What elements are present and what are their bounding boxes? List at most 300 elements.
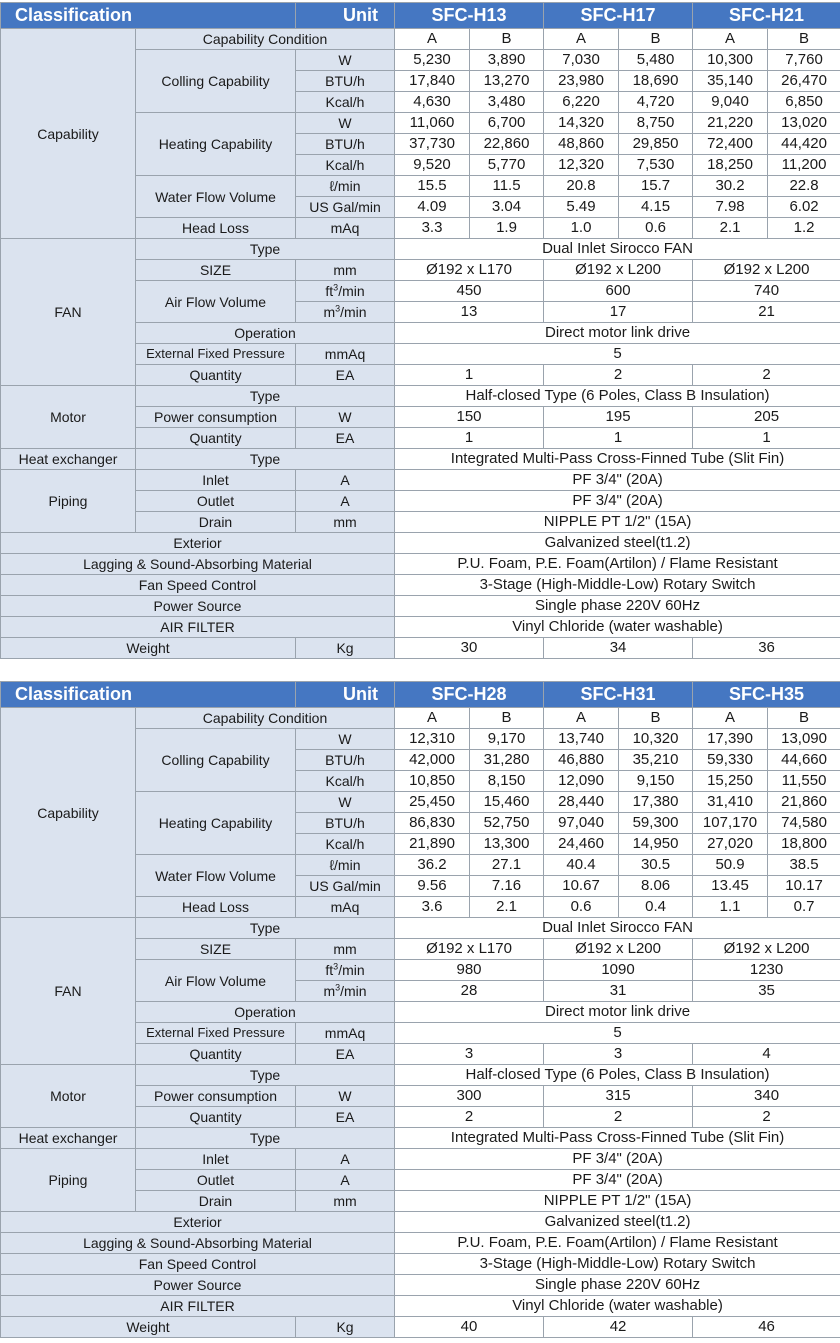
exterior-value: Galvanized steel(t1.2) [395,533,840,554]
value-cell: 28 [395,981,544,1002]
quantity-label: Quantity [136,1044,296,1065]
spec-sheet-top [0,2,840,659]
value-cell: 0.4 [619,897,693,918]
weight-label: Weight [1,638,296,659]
value-cell: 0.6 [544,897,619,918]
power-source-row [1,596,840,617]
piping-inlet-row [1,470,840,491]
value-cell: 37,730 [395,134,470,155]
unit-cell: W [296,792,395,813]
power-source-row [1,1275,840,1296]
inlet-label: Inlet [136,470,296,491]
value-cell: 10,300 [693,50,768,71]
piping-group-label: Piping [1,470,136,533]
outlet-label: Outlet [136,1170,296,1191]
value-cell: 28,440 [544,792,619,813]
value-cell: 44,660 [768,750,840,771]
unit-cell: Kcal/h [296,771,395,792]
fan-type-value: Dual Inlet Sirocco FAN [395,239,840,260]
value-cell: 1090 [544,960,693,981]
lagging-value: P.U. Foam, P.E. Foam(Artilon) / Flame Resistant [395,554,840,575]
value-cell: 21 [693,302,840,323]
value-cell: 11,060 [395,113,470,134]
value-cell: 12,310 [395,729,470,750]
motor-type-label: Type [136,386,395,407]
weight-label: Weight [1,1317,296,1338]
value-cell: 34 [544,638,693,659]
air-filter-label: AIR FILTER [1,1296,395,1317]
operation-label: Operation [136,1002,395,1023]
heating-capability-label: Heating Capability [136,113,296,176]
unit-cell: mmAq [296,344,395,365]
value-cell: 6,220 [544,92,619,113]
value-cell: 27.1 [470,855,544,876]
unit-cell: Kcal/h [296,92,395,113]
value-cell: 15,250 [693,771,768,792]
size-label: SIZE [136,939,296,960]
value-cell: 46 [693,1317,840,1338]
value-cell: 4 [693,1044,840,1065]
unit-cell: mm [296,260,395,281]
heat-exchanger-label: Heat exchanger [1,449,136,470]
fan-speed-label: Fan Speed Control [1,1254,395,1275]
quantity-label: Quantity [136,1107,296,1128]
condition-a: A [544,708,619,729]
value-cell: 13,020 [768,113,840,134]
outlet-value: PF 3/4" (20A) [395,491,840,512]
drain-value: NIPPLE PT 1/2" (15A) [395,1191,840,1212]
lagging-row [1,554,840,575]
value-cell: 35 [693,981,840,1002]
inlet-label: Inlet [136,1149,296,1170]
value-cell: 18,800 [768,834,840,855]
fan-type-row [1,239,840,260]
heat-exchanger-type-label: Type [136,449,395,470]
value-cell: 13.45 [693,876,768,897]
model-header: SFC-H35 [693,682,840,708]
value-cell: 50.9 [693,855,768,876]
unit-cell: BTU/h [296,71,395,92]
value-cell: 13 [395,302,544,323]
lagging-label: Lagging & Sound-Absorbing Material [1,1233,395,1254]
exterior-label: Exterior [1,533,395,554]
external-pressure-label: External Fixed Pressure [136,344,296,365]
spec-sheet-bottom [0,681,840,1338]
value-cell: 205 [693,407,840,428]
model-header: SFC-H17 [544,3,693,29]
unit-cell: mm [296,512,395,533]
value-cell: 1 [395,428,544,449]
value-cell: 31,410 [693,792,768,813]
air-filter-row [1,617,840,638]
header-row [1,682,840,708]
value-cell: 2.1 [470,897,544,918]
external-pressure-value: 5 [395,1023,840,1044]
value-cell: 2.1 [693,218,768,239]
operation-label: Operation [136,323,395,344]
value-cell: 3.6 [395,897,470,918]
value-cell: 21,890 [395,834,470,855]
value-cell: 13,270 [470,71,544,92]
value-cell: 4.15 [619,197,693,218]
unit-cell: $m^3/\min$ [296,302,395,323]
condition-b: B [619,29,693,50]
external-pressure-value: 5 [395,344,840,365]
value-cell: 11,200 [768,155,840,176]
model-header: SFC-H13 [395,3,544,29]
value-cell: 340 [693,1086,840,1107]
value-cell: 150 [395,407,544,428]
unit-header: Unit [296,682,395,708]
spec-table [0,2,840,659]
fan-group-label: FAN [1,239,136,386]
unit-cell: mmAq [296,1023,395,1044]
value-cell: 7,760 [768,50,840,71]
value-cell: 3 [544,1044,693,1065]
value-cell: 17,390 [693,729,768,750]
unit-cell: Kcal/h [296,155,395,176]
fan-type-label: Type [136,239,395,260]
fan-speed-row [1,1254,840,1275]
exterior-row [1,533,840,554]
cooling-capability-label: Colling Capability [136,729,296,792]
value-cell: 7.98 [693,197,768,218]
value-cell: 10,320 [619,729,693,750]
value-cell: 4,630 [395,92,470,113]
value-cell: 30.5 [619,855,693,876]
lagging-row [1,1233,840,1254]
value-cell: 3.3 [395,218,470,239]
power-source-label: Power Source [1,1275,395,1296]
value-cell: 1230 [693,960,840,981]
fan-speed-label: Fan Speed Control [1,575,395,596]
value-cell: 17 [544,302,693,323]
heat-exchanger-row [1,449,840,470]
value-cell: 6,700 [470,113,544,134]
condition-b: B [470,29,544,50]
value-cell: 72,400 [693,134,768,155]
unit-cell: EA [296,428,395,449]
motor-group-label: Motor [1,1065,136,1128]
value-cell: 21,220 [693,113,768,134]
spec-table [0,681,840,1338]
value-cell: 13,740 [544,729,619,750]
value-cell: 14,950 [619,834,693,855]
head-loss-label: Head Loss [136,218,296,239]
outlet-value: PF 3/4" (20A) [395,1170,840,1191]
value-cell: 22.8 [768,176,840,197]
air-filter-value: Vinyl Chloride (water washable) [395,1296,840,1317]
value-cell: 7,030 [544,50,619,71]
heat-exchanger-label: Heat exchanger [1,1128,136,1149]
power-consumption-label: Power consumption [136,1086,296,1107]
value-cell: 15.7 [619,176,693,197]
fan-group-label: FAN [1,918,136,1065]
value-cell: 195 [544,407,693,428]
water-flow-label: Water Flow Volume [136,176,296,218]
value-cell: 46,880 [544,750,619,771]
exterior-value: Galvanized steel(t1.2) [395,1212,840,1233]
air-filter-value: Vinyl Chloride (water washable) [395,617,840,638]
value-cell: 97,040 [544,813,619,834]
unit-cell: Kcal/h [296,834,395,855]
value-cell: Ø192 x L200 [544,260,693,281]
value-cell: 52,750 [470,813,544,834]
value-cell: Ø192 x L200 [693,260,840,281]
value-cell: 29,850 [619,134,693,155]
motor-type-row [1,1065,840,1086]
value-cell: 3.04 [470,197,544,218]
value-cell: 36 [693,638,840,659]
value-cell: 2 [693,1107,840,1128]
value-cell: 13,090 [768,729,840,750]
value-cell: 10.17 [768,876,840,897]
value-cell: 2 [544,1107,693,1128]
value-cell: 5,230 [395,50,470,71]
unit-cell: mAq [296,897,395,918]
heat-exchanger-type-label: Type [136,1128,395,1149]
value-cell: 40 [395,1317,544,1338]
value-cell: 15.5 [395,176,470,197]
value-cell: 8,150 [470,771,544,792]
value-cell: 1 [693,428,840,449]
value-cell: 12,320 [544,155,619,176]
fan-speed-row [1,575,840,596]
unit-cell: US Gal/min [296,197,395,218]
value-cell: 6.02 [768,197,840,218]
unit-cell: W [296,407,395,428]
value-cell: 23,980 [544,71,619,92]
capability-condition-label: Capability Condition [136,29,395,50]
value-cell: 10.67 [544,876,619,897]
value-cell: 980 [395,960,544,981]
value-cell: 18,690 [619,71,693,92]
value-cell: 107,170 [693,813,768,834]
condition-b: B [470,708,544,729]
head-loss-label: Head Loss [136,897,296,918]
condition-a: A [693,29,768,50]
value-cell: 9,040 [693,92,768,113]
fan-type-row [1,918,840,939]
value-cell: 86,830 [395,813,470,834]
value-cell: 59,330 [693,750,768,771]
value-cell: 59,300 [619,813,693,834]
value-cell: 38.5 [768,855,840,876]
inlet-value: PF 3/4" (20A) [395,1149,840,1170]
unit-cell: Kg [296,1317,395,1338]
unit-cell: EA [296,1044,395,1065]
model-header: SFC-H28 [395,682,544,708]
value-cell: 35,210 [619,750,693,771]
exterior-label: Exterior [1,1212,395,1233]
outlet-label: Outlet [136,491,296,512]
value-cell: 25,450 [395,792,470,813]
power-source-value: Single phase 220V 60Hz [395,596,840,617]
value-cell: Ø192 x L200 [544,939,693,960]
value-cell: 17,380 [619,792,693,813]
value-cell: 1.2 [768,218,840,239]
lagging-value: P.U. Foam, P.E. Foam(Artilon) / Flame Resistant [395,1233,840,1254]
unit-cell: W [296,729,395,750]
value-cell: 4.09 [395,197,470,218]
condition-a: A [395,708,470,729]
motor-type-label: Type [136,1065,395,1086]
value-cell: 9,170 [470,729,544,750]
value-cell: 35,140 [693,71,768,92]
model-header: SFC-H21 [693,3,840,29]
cooling-capability-label: Colling Capability [136,50,296,113]
model-header: SFC-H31 [544,682,693,708]
value-cell: 21,860 [768,792,840,813]
weight-row [1,638,840,659]
value-cell: 36.2 [395,855,470,876]
unit-header: Unit [296,3,395,29]
inlet-value: PF 3/4" (20A) [395,470,840,491]
value-cell: 26,470 [768,71,840,92]
value-cell: 31 [544,981,693,1002]
value-cell: 9,520 [395,155,470,176]
water-flow-label: Water Flow Volume [136,855,296,897]
value-cell: 300 [395,1086,544,1107]
unit-cell: W [296,113,395,134]
value-cell: 48,860 [544,134,619,155]
unit-cell: A [296,1149,395,1170]
value-cell: 30 [395,638,544,659]
value-cell: Ø192 x L170 [395,939,544,960]
value-cell: 44,420 [768,134,840,155]
value-cell: 600 [544,281,693,302]
value-cell: 1.9 [470,218,544,239]
value-cell: Ø192 x L200 [693,939,840,960]
size-label: SIZE [136,260,296,281]
value-cell: 31,280 [470,750,544,771]
unit-cell: Kg [296,638,395,659]
value-cell: 40.4 [544,855,619,876]
value-cell: 2 [693,365,840,386]
value-cell: 1.1 [693,897,768,918]
unit-cell: mm [296,939,395,960]
unit-cell: EA [296,1107,395,1128]
unit-cell: W [296,1086,395,1107]
value-cell: 3,890 [470,50,544,71]
unit-cell: ℓ/min [296,176,395,197]
value-cell: 12,090 [544,771,619,792]
lagging-label: Lagging & Sound-Absorbing Material [1,554,395,575]
unit-cell: BTU/h [296,134,395,155]
unit-cell: A [296,1170,395,1191]
unit-cell: US Gal/min [296,876,395,897]
value-cell: 9,150 [619,771,693,792]
air-filter-row [1,1296,840,1317]
fan-type-label: Type [136,918,395,939]
piping-group-label: Piping [1,1149,136,1212]
value-cell: 11.5 [470,176,544,197]
drain-label: Drain [136,512,296,533]
condition-b: B [768,29,840,50]
value-cell: 1 [544,428,693,449]
value-cell: 4,720 [619,92,693,113]
fan-type-value: Dual Inlet Sirocco FAN [395,918,840,939]
quantity-label: Quantity [136,365,296,386]
condition-a: A [693,708,768,729]
value-cell: 5,770 [470,155,544,176]
unit-cell: BTU/h [296,813,395,834]
power-source-label: Power Source [1,596,395,617]
value-cell: 5.49 [544,197,619,218]
power-consumption-label: Power consumption [136,407,296,428]
value-cell: 10,850 [395,771,470,792]
value-cell: 8,750 [619,113,693,134]
value-cell: 42,000 [395,750,470,771]
value-cell: Ø192 x L170 [395,260,544,281]
classification-header: Classification [1,682,296,708]
value-cell: 27,020 [693,834,768,855]
condition-a: A [395,29,470,50]
value-cell: 3 [395,1044,544,1065]
heat-exchanger-value: Integrated Multi-Pass Cross-Finned Tube (Slit Fin) [395,1128,840,1149]
value-cell: 1.0 [544,218,619,239]
heat-exchanger-value: Integrated Multi-Pass Cross-Finned Tube (Slit Fin) [395,449,840,470]
motor-type-value: Half-closed Type (6 Poles, Class B Insulation) [395,1065,840,1086]
value-cell: 9.56 [395,876,470,897]
weight-row [1,1317,840,1338]
value-cell: 11,550 [768,771,840,792]
classification-header: Classification [1,3,296,29]
exterior-row [1,1212,840,1233]
fan-speed-value: 3-Stage (High-Middle-Low) Rotary Switch [395,1254,840,1275]
motor-type-row [1,386,840,407]
capability-condition-row [1,708,840,729]
value-cell: 2 [395,1107,544,1128]
air-flow-label: Air Flow Volume [136,960,296,1002]
heating-capability-label: Heating Capability [136,792,296,855]
header-row [1,3,840,29]
unit-cell: mAq [296,218,395,239]
unit-cell: $ft^3/\min$ [296,960,395,981]
power-source-value: Single phase 220V 60Hz [395,1275,840,1296]
value-cell: 74,580 [768,813,840,834]
capability-condition-row [1,29,840,50]
capability-group-label: Capability [1,29,136,239]
value-cell: 20.8 [544,176,619,197]
piping-inlet-row [1,1149,840,1170]
value-cell: 740 [693,281,840,302]
fan-speed-value: 3-Stage (High-Middle-Low) Rotary Switch [395,575,840,596]
external-pressure-label: External Fixed Pressure [136,1023,296,1044]
value-cell: 13,300 [470,834,544,855]
unit-cell: BTU/h [296,750,395,771]
value-cell: 7,530 [619,155,693,176]
heat-exchanger-row [1,1128,840,1149]
quantity-label: Quantity [136,428,296,449]
value-cell: 0.6 [619,218,693,239]
value-cell: 7.16 [470,876,544,897]
value-cell: 0.7 [768,897,840,918]
capability-group-label: Capability [1,708,136,918]
air-filter-label: AIR FILTER [1,617,395,638]
value-cell: 18,250 [693,155,768,176]
drain-label: Drain [136,1191,296,1212]
air-flow-label: Air Flow Volume [136,281,296,323]
unit-cell: A [296,470,395,491]
value-cell: 5,480 [619,50,693,71]
value-cell: 1 [395,365,544,386]
unit-cell: W [296,50,395,71]
unit-cell: ℓ/min [296,855,395,876]
unit-cell: $ft^3/\min$ [296,281,395,302]
operation-value: Direct motor link drive [395,323,840,344]
value-cell: 6,850 [768,92,840,113]
